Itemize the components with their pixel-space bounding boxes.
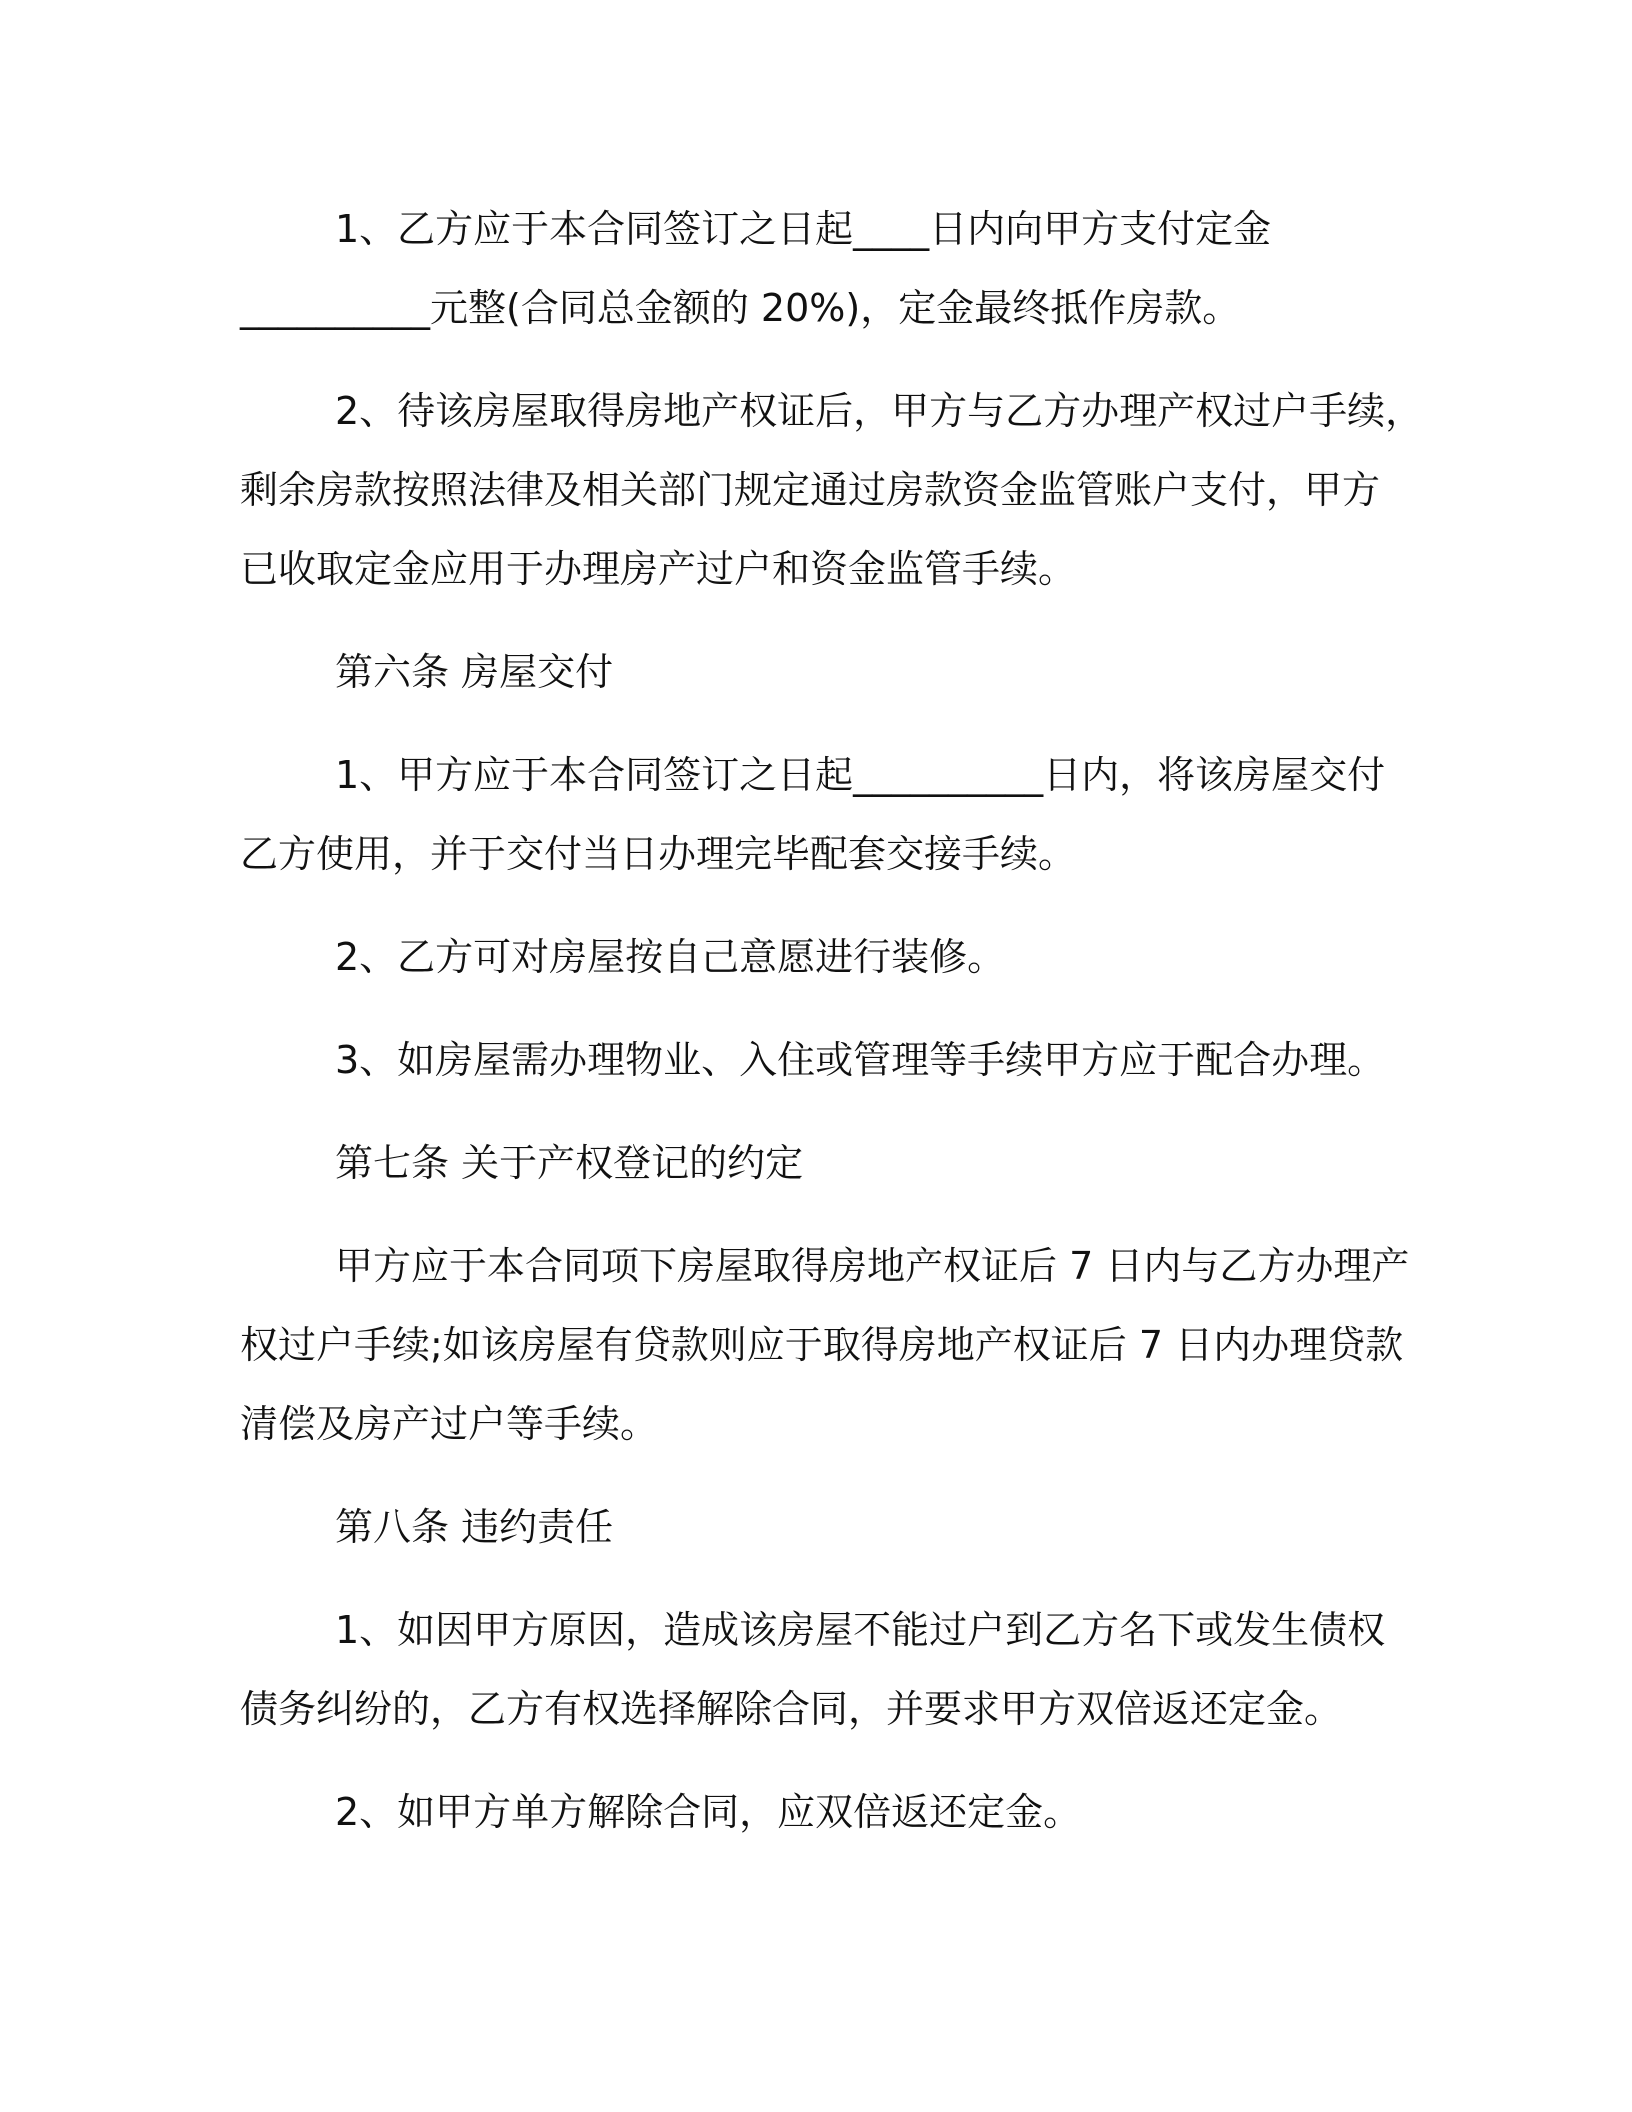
document-body <box>240 190 1424 1876</box>
text-line: 1、如因甲方原因，造成该房屋不能过户到乙方名下或发生债权 <box>335 1608 1386 1652</box>
text-line: 清偿及房产过户等手续。 <box>240 1402 659 1446</box>
text-line: 2、乙方可对房屋按自己意愿进行装修。 <box>335 935 1006 979</box>
clause-unilateral-termination <box>240 1773 1392 1852</box>
article-8-heading: 第八条 违约责任 <box>335 1505 614 1549</box>
clause-breach-transfer <box>240 1591 1392 1749</box>
text-line: 3、如房屋需办理物业、入住或管理等手续甲方应于配合办理。 <box>335 1038 1386 1082</box>
article-7-heading: 第七条 关于产权登记的约定 <box>335 1141 804 1185</box>
text-line: 乙方使用，并于交付当日办理完毕配套交接手续。 <box>240 832 1077 876</box>
text-line: 已收取定金应用于办理房产过户和资金监管手续。 <box>240 547 1077 591</box>
text-line: 1、甲方应于本合同签订之日起__________日内，将该房屋交付 <box>335 753 1386 797</box>
text-line: 剩余房款按照法律及相关部门规定通过房款资金监管账户支付，甲方 <box>240 468 1381 512</box>
article-6-heading: 第六条 房屋交付 <box>335 650 614 694</box>
clause-renovation <box>240 918 1392 997</box>
clause-house-delivery <box>240 736 1392 894</box>
text-line: 权过户手续;如该房屋有贷款则应于取得房地产权证后 7 日内办理贷款 <box>240 1323 1404 1367</box>
clause-title-registration <box>240 1227 1410 1464</box>
clause-property-management <box>240 1021 1392 1100</box>
text-line: 债务纠纷的，乙方有权选择解除合同，并要求甲方双倍返还定金。 <box>240 1687 1343 1731</box>
text-line: 甲方应于本合同项下房屋取得房地产权证后 7 日内与乙方办理产 <box>335 1244 1410 1288</box>
clause-deposit-payment <box>240 190 1392 348</box>
clause-remaining-payment <box>240 372 1424 609</box>
text-line: 1、乙方应于本合同签订之日起____日内向甲方支付定金 <box>335 207 1272 251</box>
text-line: 2、如甲方单方解除合同，应双倍返还定金。 <box>335 1790 1082 1834</box>
text-line: 2、待该房屋取得房地产权证后，甲方与乙方办理产权过户手续， <box>335 389 1424 433</box>
text-line: __________元整(合同总金额的 20%)，定金最终抵作房款。 <box>240 286 1241 330</box>
